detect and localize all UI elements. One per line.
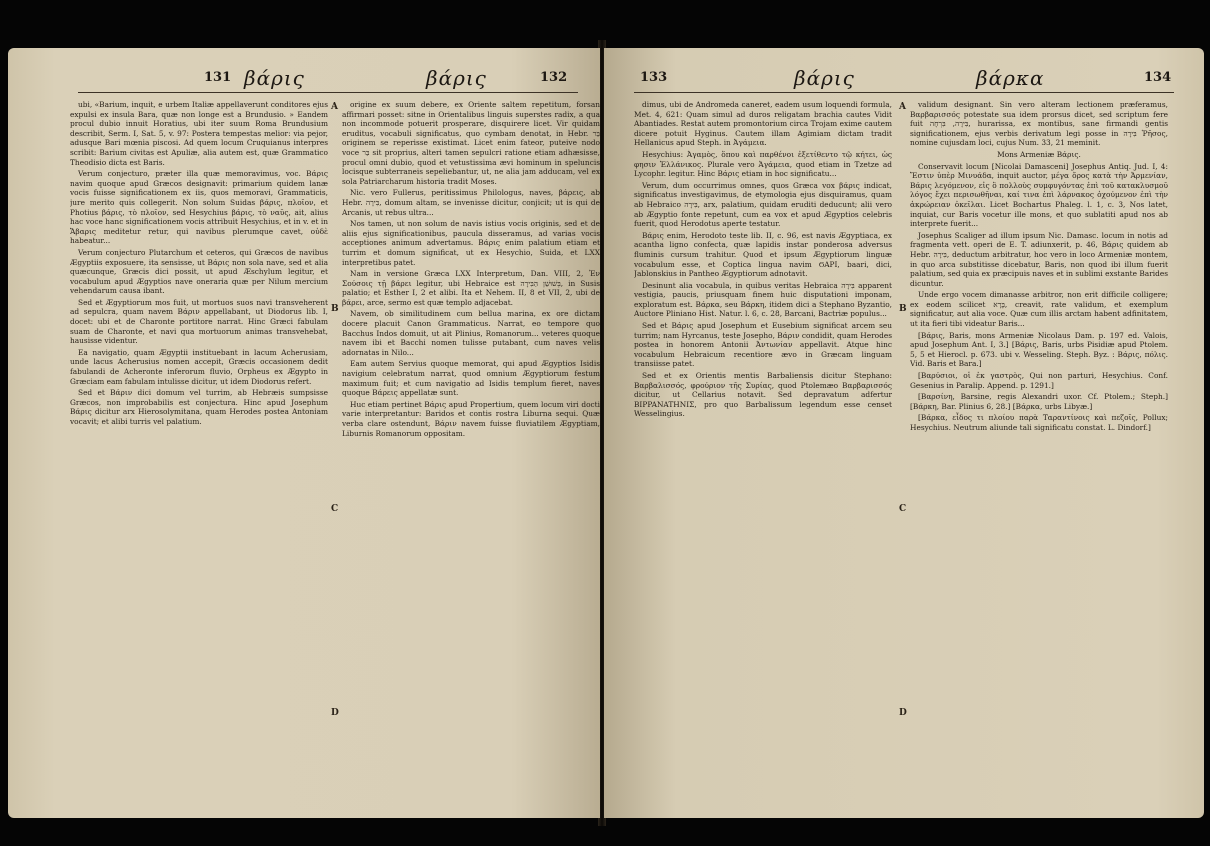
page-number-132: 132 [540,70,568,85]
paragraph: Desinunt alia vocabula, in quibus veritas Hebraica בִּירָה apparent vestigia, paucis, priusquam finem huic disputationi imponam, exploratum est. Βάρκα, seu Βάρκη, itidem dici a Stephano Byzantio, Auctore Pliniano Hist. Natur. l. 6, c. 28, Barcani, Bactriæ populus... [634,280,892,319]
right-page-column-1 [634,100,892,810]
paragraph: ubi, «Barium, inquit, e urbem Italiæ appellaverunt conditores ejus expulsi ex insula Bara, quæ non longe est a Brundusio. » Eandem procul dubio innuit Horatius, ubi iter suum Roma Brundusium describit, Serm. I, Sat. 5, v. 97: Postera tempestas melior: via pejor, adusque Bari mœnia piscosi. Ad quem locum Cruquianus interpres scribit: Barium civitas est Apuliæ, alia autem est, quæ Grammatico Theodisio dicta est Baris. [70,100,328,167]
paragraph: Nam in versione Græca LXX Interpretum, Dan. VIII, 2, Ἐν Σούσοις τῇ βάρει legitur, ubi Hebraice est בְּשׁוּשַׁן הַבִּירָה, in Susis palatio; et Esther I, 2 et alibi. Ita et Nehem. II, 8 et VII, 2, ubi de βάρει, arce, sermo est quæ templo adjacebat. [342,269,600,307]
paragraph: Verum conjecturo Plutarchum et ceteros, qui Græcos de navibus Ægyptiis exposuere, ita sensisse, ut Βάρις non sola nave, sed et alia quæcunque, Græcis dici possit, ut apud Æschylum legitur, et vocabulum apud Ægyptios nave oneraria quæ per Nilum mercium vehendarum causa ibant. [70,247,328,296]
paragraph: Huc etiam pertinet Βάρις apud Propertium, quem locum viri docti varie interpretantur: Baridos et contis rostra Liburna sequi. Quæ verba clare ostendunt, Βάριν navem fuisse fluviatilem Ægyptiam, Liburnis Romanorum oppositam. [342,399,600,438]
paragraph: Ea navigatio, quam Ægyptii instituebant in lacum Acherusiam, unde lacus Acherusius nomen accepit, Græcis occasionem dedit fabulandi de Acheronte inferorum fluvio, Orpheus ex Ægypto in Græciam eam fabulam intulisse dicitur, ut idem Diodorus refert. [70,347,328,386]
paragraph: Eam autem Servius quoque memorat, qui apud Ægyptios Isidis navigium celebratum narrat, quod omnium Ægyptiorum festum maximum fuit; et cum navigatio ad Isidis templum fieret, naves quoque Βάρεις appellatæ sunt. [342,359,600,398]
right-page [604,48,1204,818]
paragraph: [Βάρις, Baris, mons Armeniæ Nicolaus Dam. p. 197 ed. Valois, apud Josephum Ant. I, 3.] [Βάρις, Baris, urbs Pisidiæ apud Ptolem. 5, 5 et Hierocl. p. 673. ubi v. Wesseling. Steph. Byz. : Βάρις, πόλις. Vid. Baris et Bara.] [910,330,1168,369]
paragraph: Navem, ob similitudinem cum bellua marina, ex ore dictam docere placuit Canon Grammaticus. Narrat, eo tempore quo Bacchus Indos domuit, ut ait Plinius, Romanorum... veteres quoque navem ibi et Bacchi nomen tulisse putabant, cum naves velis adornatas in Nilo... [342,309,600,357]
paragraph: Verum conjecturo, præter illa quæ memoravimus, voc. Βάρις navim quoque apud Græcos designavit: primarium quidem lanæ vocis fuisse significationem ex iis, quos memoravi, Grammaticis, jure merito quis collegerit. Non solum Suidas βάρις, πλοῖον, et Photius βάρις, τὸ πλοῖον, sed Hesychius βάρις, τὸ ναῦς, ait, alius hac voce hanc significationem vocis attribuit Hesychius, et in v. et in Ἄβαρις meditetur retur, qui navibus plerumque cavet, οὐδὲ habeatur... [70,169,328,246]
paragraph: Conservavit locum [Nicolai Damasceni] Josephus Antiq. Jud. I, 4: Ἔστιν ὑπὲρ Μινυάδα, inquit auctor, μέγα ὄρος κατὰ τὴν Ἀρμενίαν, Βάρις λεγόμενον, εἰς ὃ πολλοὺς συμφυγόντας ἐπὶ τοῦ κατακλυσμοῦ λόγος ἔχει περισωθῆναι, καί τινα ἐπὶ λάρνακος ὀχούμενον ἐπὶ τὴν ἀκρώρειαν ὀκεῖλαι. Licet Bochartus Phaleg. l. 1, c. 3, Nos latet, inquiat, cur Baris vocetur ille mons, et quo sublatiti apud nos ab interprete fuerit... [910,161,1168,229]
paragraph: Verum, dum occurrimus omnes, quos Græca vox βάρις indicat, significatus investigavimus, de etymologia ejus disquiramus, quam ab Hebraico בִּירָה, arx, palatium, quidam eruditi deducunt; alii vero ab Ægyptio fonte repetunt, cum ea vox et apud Ægyptios celebris fuerit, quod Herodotus aperte testatur. [634,180,892,229]
left-page-column-2 [342,100,600,810]
paragraph: Βάρις enim, Herodoto teste lib. II, c. 96, est navis Ægyptiaca, ex acantha ligno confecta, quæ lapidis instar ponderosa adversus fluminis cursum trahitur. Quod et ipsum Ægyptiorum linguæ vocabulum esse, et Coptica lingua navim ϬΑΡΙ, baari, dici, Jablonskius in Pantheo Ægyptiorum adnotavit. [634,230,892,279]
paragraph: [Βαρσίνη, Barsine, regis Alexandri uxor. Cf. Ptolem.; Steph.] [Βάρκη, Bar. Plinius 6, 28.] [Βάρκα, urbs Libyæ.] [910,392,1168,411]
paragraph: Mons Armeniæ Βάρις. [997,149,1081,159]
left-page-column-1 [70,100,328,810]
paragraph: Josephus Scaliger ad illum ipsum Nic. Damasc. locum in notis ad fragmenta vett. operi de E. T. adiunxerit, p. 46, Βάρις quidem ab Hebr. בִּירָה, deductum arbitratur, hoc vero in loco Armeniæ montem, in quo arca substitisse dicebatur, Baris, non quod ibi illum fuerit palatium, sed quia ex præcipuis naves et in sublimi exstante Barides dicuntur. [910,230,1168,288]
paragraph: origine ex suum debere, ex Oriente saltem repetitum, forsan affirmari posset: sitne in Orientalibus linguis superstes radix, a qua non incommode potuerit prosperare, disquirere licet. Vir quidam eruditus, vocabuli significatus, quo cymbam denotat, in Hebr. בַּר originem se reperisse existimat. Licet enim fateor, puteive nodo voce בַּר sit proprius, alteri tamen sepulcri ratione etiam adhæsisse, procul omni dubio, quod et vetustissima ævi hominum in speluncis locisque subterraneis sepeliebantur, ut, ne alia jam adducam, vel ex sola Patriarcharum historia tradit Moses. [342,100,600,186]
paragraph: Sed et Βάρις apud Josephum et Eusebium significat arcem seu turrim; nam Hyrcanus, teste Josepho, Βάριν condidit, quam Herodes postea in honorem Antonii Ἀντωνίαν appellavit. Atque hinc vocabulum Hebraicum recentiore ævo in Græcam linguam transiisse patet. [634,321,892,369]
running-head-left-b: βάρις [426,66,487,90]
running-head-right-a: βάρις [794,66,855,90]
paragraph: Nic. vero Fullerus, peritissimus Philologus, naves, βάρεις, ab Hebr. בִּירָה, domum altam, se invenisse dicitur, conjicit; ut is qui de Arcanis, ut rebus ultra... [342,188,600,217]
running-head-left-a: βάρις [244,66,305,90]
margin-letter-c: C [899,504,907,514]
paragraph: Sed et Ægyptiorum mos fuit, ut mortuos suos navi transveherent ad sepulcra, quam navem Βάριν appellabant, ut Diodorus lib. I, docet: ubi et de Charonte portitore narrat. Hinc Græci fabulam suam de Charonte, et navi qua mortuorum animas transvehebat, hausisse videntur. [70,297,328,346]
paragraph: Nos tamen, ut non solum de navis istius vocis originis, sed et de aliis ejus significationibus, paucula disseramus, ad varias vocis acceptiones animum advertamus. Βάρις enim palatium etiam et turrim et domum significat, ut ex Hesychio, Suida, et LXX interpretibus patet. [342,219,600,267]
paragraph: [Βαρύσιοι, οἱ ἐκ γαστρὸς, Qui non parturi, Hesychius. Conf. Gesenius in Paralip. Append. p. 1291.] [910,371,1168,390]
header-rule-left [78,92,578,93]
margin-letter-b: B [899,304,907,314]
paragraph: Unde ergo vocem dimanasse arbitror, non erit difficile colligere; ex eodem scilicet בָּרָא, creavit, rate validum, et exemplum significatur, aut alia voce. Quæ cum illis arctam habent adfinitatem, ut ita fieri tibi videatur Baris... [910,290,1168,329]
page-number-133: 133 [640,70,668,85]
right-page-header [604,66,1204,90]
margin-letter-c: C [331,504,339,514]
header-rule-right [634,92,1174,93]
paragraph: Sed et ex Orientis mentis Barbaliensis dicitur Stephano: Βαρβαλισσός, φρούριον τῆς Συρίας, quod Ptolemæo Βαρβαρισσός dicitur, ut Cellarius notavit. Sed depravatum adfertur BIPPANATHNIΣ, pro quo Barbalissum legendum esse censet Wesselingius. [634,371,892,419]
margin-letter-d: D [331,708,339,718]
left-page [8,48,600,818]
page-number-131: 131 [204,70,232,85]
right-page-column-2 [910,100,1168,810]
paragraph: dimus, ubi de Andromeda caneret, eadem usum loquendi formula, Met. 4, 621: Quam simul ad duros religatam brachia cautes Vidit Abantiades. Restat autem promontorium circa Trojam exime cautem dicere potuit Hyginus. Cautem illam Agimiam dictam tradit Hellanicus apud Steph. in Ἀγάμεια. [634,100,892,148]
page-number-134: 134 [1144,70,1172,85]
margin-letter-d: D [899,708,907,718]
left-page-header [8,66,600,90]
running-head-right-b: βάρκα [976,66,1045,90]
paragraph: Sed et Βάριν dici domum vel turrim, ab Hebræis sumpsisse Græcos, non improbabilis est conjectura. Hinc apud Josephum Βάρις dicitur arx Hierosolymitana, quam Herodes postea Antoniam vocavit; et alibi turris vel palatium. [70,388,328,426]
paragraph: validum designant. Sin vero alteram lectionem præferamus, Βαρβαρισσός potestate sua idem prorsus dicet, sed scriptum fere fuit בִּירָה, בִּרְחָה, hurarissa, ex montibus, sane firmandi gentis significationem, ejus verbis derivatum legi posse in בִּירָה Ῥῆσος, nomine cujusdam loci, cujus Num. 33, 21 meminit. [910,100,1168,148]
paragraph: Hesychius: Ἀγαμὸς, ὅπου καὶ παρθένοι ἐξετίθεντο τῷ κήτει, ὡς φησιν Ἑλλάνικος. Plurale vero Ἀγάμεια, quod etiam in Tzetze ad Lycophr. legitur. Hinc Βάρις etiam in hoc significatu... [634,149,892,179]
paragraph: [Βάρκα, εἶδος τι πλοίου παρὰ Ταραντίνοις καὶ πεζοῖς, Pollux; Hesychius. Neutrum aliunde tali significatu constat. L. Dindorf.] [910,413,1168,432]
margin-letter-a: A [331,102,338,112]
margin-letter-b: B [331,304,339,314]
margin-letter-a: A [899,102,906,112]
